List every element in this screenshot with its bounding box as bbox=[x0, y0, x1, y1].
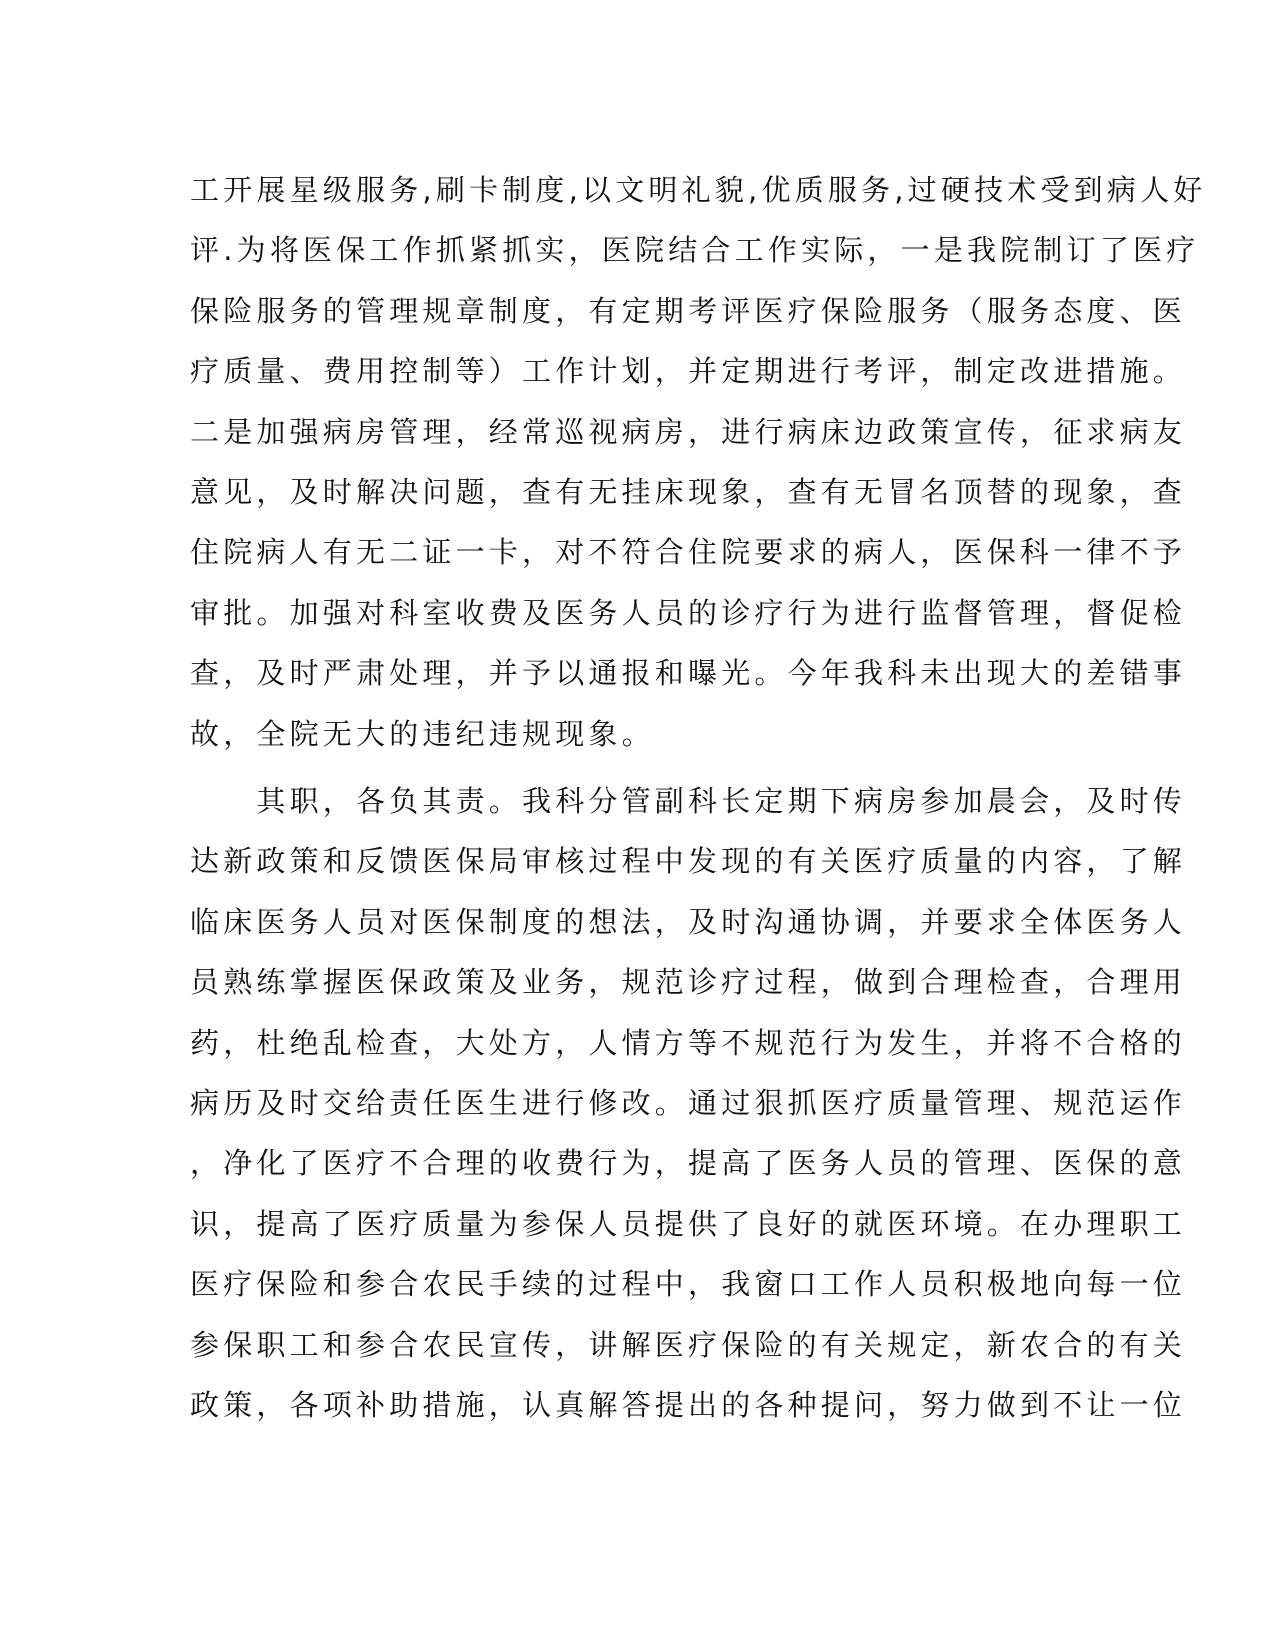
text-line: 疗质量、费用控制等）工作计划，并定期进行考评，制定改进措施。 bbox=[190, 354, 1187, 389]
text-line: 药，杜绝乱检查，大处方，人情方等不规范行为发生，并将不合格的 bbox=[190, 1025, 1187, 1060]
text-line: 达新政策和反馈医保局审核过程中发现的有关医疗质量的内容，了解 bbox=[190, 844, 1187, 879]
text-line: 其职，各负其责。我科分管副科长定期下病房参加晨会，及时传 bbox=[190, 784, 1187, 818]
text-line: 员熟练掌握医保政策及业务，规范诊疗过程，做到合理检查，合理用 bbox=[190, 965, 1187, 1000]
text-line: ，净化了医疗不合理的收费行为，提高了医务人员的管理、医保的意 bbox=[190, 1146, 1187, 1181]
paragraph bbox=[190, 160, 1207, 764]
text-line: 病历及时交给责任医生进行修改。通过狠抓医疗质量管理、规范运作 bbox=[190, 1085, 1187, 1120]
text-line: 审批。加强对科室收费及医务人员的诊疗行为进行监督管理，督促检 bbox=[190, 595, 1187, 630]
text-line: 参保职工和参合农民宣传，讲解医疗保险的有关规定，新农合的有关 bbox=[190, 1327, 1187, 1362]
text-line: 二是加强病房管理，经常巡视病房，进行病床边政策宣传，征求病友 bbox=[190, 414, 1187, 449]
text-line: 意见，及时解决问题，查有无挂床现象，查有无冒名顶替的现象，查 bbox=[190, 474, 1187, 509]
text-line: 识，提高了医疗质量为参保人员提供了良好的就医环境。在办理职工 bbox=[190, 1206, 1187, 1241]
paragraph bbox=[190, 771, 1187, 1435]
text-line: 临床医务人员对医保制度的想法，及时沟通协调，并要求全体医务人 bbox=[190, 904, 1187, 939]
text-line: 保险服务的管理规章制度，有定期考评医疗保险服务（服务态度、医 bbox=[190, 293, 1187, 328]
text-line: 评.为将医保工作抓紧抓实，医院结合工作实际，一是我院制订了医疗 bbox=[190, 233, 1200, 268]
text-line: 医疗保险和参合农民手续的过程中，我窗口工作人员积极地向每一位 bbox=[190, 1267, 1187, 1302]
text-line: 政策，各项补助措施，认真解答提出的各种提问，努力做到不让一位 bbox=[190, 1387, 1187, 1422]
text-line: 故，全院无大的违纪违规现象。 bbox=[190, 716, 655, 751]
text-line: 查，及时严肃处理，并予以通报和曝光。今年我科未出现大的差错事 bbox=[190, 656, 1187, 691]
text-line: 住院病人有无二证一卡，对不符合住院要求的病人，医保科一律不予 bbox=[190, 535, 1187, 570]
text-line: 工开展星级服务,刷卡制度,以文明礼貌,优质服务,过硬技术受到病人好 bbox=[190, 173, 1207, 207]
